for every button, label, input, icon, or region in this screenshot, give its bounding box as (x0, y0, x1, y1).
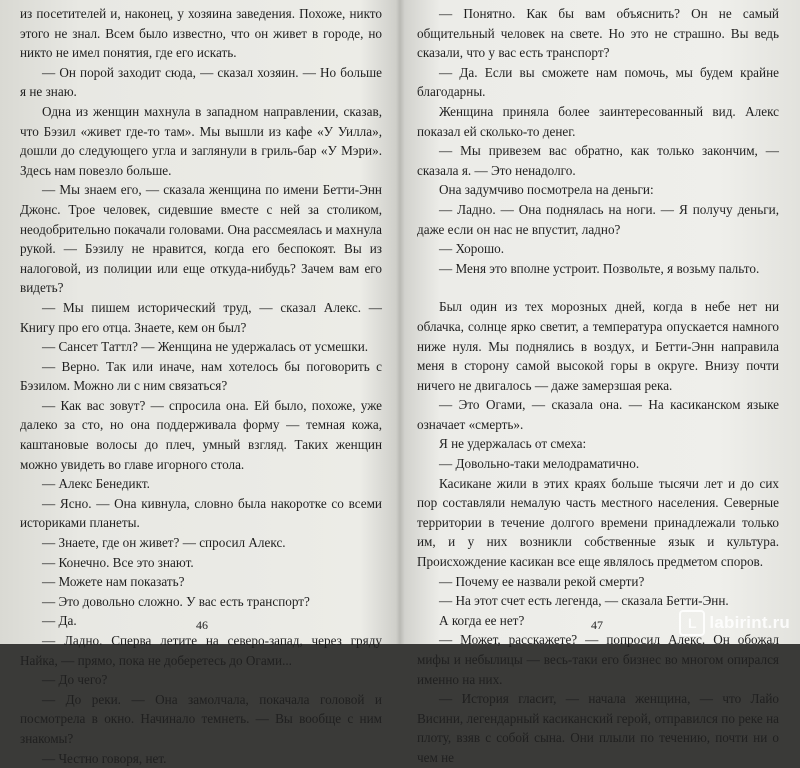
paragraph: — Алекс Бенедикт. (42, 476, 150, 492)
paragraph: — До реки. — Она замолчала, покачала головой и посмотрела в окно. Начинало темнеть. — Вы вообще с ним знакомы? (20, 691, 382, 746)
paragraph: — Это Огами, — сказала она. — На касиканском языке означает «смерть». (417, 397, 779, 432)
paragraph: — Конечно. Все это знают. (42, 554, 194, 570)
paragraph: — Почему ее назвали рекой смерти? (439, 573, 645, 589)
paragraph: — Честно говоря, нет. (42, 750, 167, 766)
paragraph: — Это довольно сложно. У вас есть транспорт? (42, 593, 310, 609)
paragraph: — Знаете, где он живет? — спросил Алекс. (42, 535, 286, 551)
paragraph: Был один из тех морозных дней, когда в небе нет ни облачка, солнце ярко светит, а температура опускается намного ниже нуля. Мы поднялись в воздух, и Бетти-Энн направила меня в сторону самой высокой горы в округе. Внизу почти ничего не двигалось — даже замерзшая река. (417, 299, 779, 393)
paragraph: Касикане жили в этих краях больше тысячи лет и до сих пор составляли немалую часть местного населения. Северные территории в течение долгого времени принадлежали только им, и у них возникли собственные язык и культура. Происхождение касикан все еще являлось предметом споров. (417, 475, 779, 570)
paragraph: — Хорошо. (439, 241, 505, 257)
labirint-watermark (679, 610, 790, 636)
paragraph: — Он порой заходит сюда, — сказал хозяин. — Но больше я не знаю. (20, 64, 382, 100)
paragraph: — Понятно. Как бы вам объяснить? Он не самый общительный человек на свете. Но это не страшно. Вы ведь сказали, что у вас есть транспорт? (417, 6, 779, 61)
page-number-left: 46 (196, 618, 208, 633)
page-number-right: 47 (591, 618, 603, 633)
paragraph: — Верно. Так или иначе, нам хотелось бы поговорить с Бэзилом. Можно ли с ним связаться? (20, 358, 382, 394)
left-page-body (20, 4, 382, 768)
paragraph: — До чего? (42, 672, 108, 688)
paragraph: — Ясно. — Она кивнула, словно была накоротке со всеми историками планеты. (20, 495, 382, 531)
paragraph: — Мы привезем вас обратно, как только закончим, — сказала я. — Это ненадолго. (417, 143, 779, 178)
paragraph: Я не удержалась от смеха: (439, 436, 587, 452)
right-page-body (417, 4, 779, 768)
paragraph: — Довольно-таки мелодраматично. (439, 456, 640, 472)
paragraph: — Ладно. Сперва летите на северо-запад, через гряду Найка, — прямо, пока не доберетесь до Огами... (20, 633, 382, 668)
paragraph: — Да. (42, 613, 77, 629)
paragraph: — Да. Если вы сможете нам помочь, мы будем крайне благодарны. (417, 64, 779, 100)
paragraph: — Может, расскажете? — попросил Алекс. Он обожал мифы и небылицы — весь-таки его бизнес во многом опирался именно на них. (417, 632, 779, 687)
paragraph: — Ладно. — Она поднялась на ноги. — Я получу деньги, даже если он нас не впустит, ладно? (417, 201, 779, 237)
paragraph: — Сансет Таттл? — Женщина не удержалась от усмешки. (42, 339, 369, 355)
paragraph: — На этот счет есть легенда, — сказала Бетти-Энн. (439, 593, 729, 609)
paragraph: Она задумчиво посмотрела на деньги: (439, 182, 654, 198)
left-page (20, 4, 382, 766)
paragraph: из посетителей и, наконец, у хозяина заведения. Похоже, никто этого не знал. Всем было известно, что он живет в городе, но никто не имел понятия, где его искать. (20, 6, 382, 61)
labirint-logo-icon: L (679, 610, 705, 636)
paragraph: Одна из женщин махнула в западном направлении, сказав, что Бэзил «живет где-то там». Мы вышли из кафе «У Уилла», дошли до следующего угла и заглянули в гриль-бар «У Мэри». Здесь нам повезло больше. (20, 103, 382, 178)
paragraph: — История гласит, — начала женщина, — что Лайо Висини, легендарный касиканский герой, отправился по реке на плоту, взяв с собой сына. Они плыли по течению, почти ни о чем не (417, 691, 779, 765)
paragraph: — Как вас зовут? — спросила она. Ей было, похоже, уже далеко за сто, но она поддерживала форму — темная кожа, каштановые волосы до плеч, умный взгляд. Таких женщин можно увидеть во главе игорного стола. (20, 397, 382, 472)
paragraph: — Меня это вполне устроит. Позвольте, я возьму пальто. (439, 260, 760, 276)
paragraph: А когда ее нет? (439, 612, 525, 628)
paragraph: — Можете нам показать? (42, 574, 185, 590)
paragraph: Женщина приняла более заинтересованный вид. Алекс показал ей сколько-то денег. (417, 103, 779, 139)
right-page (417, 4, 779, 765)
paragraph: — Мы знаем его, — сказала женщина по имени Бетти-Энн Джонс. Трое человек, сидевшие вместе с ней за столиком, неодобрительно покачали головами. Она рассмеялась и махнула рукой. — Бэзилу не нравится, когда его беспокоят. Вы из налоговой, из полиции или еще откуда-нибудь? Зачем вам его видеть? (20, 182, 382, 296)
watermark-text: labirint.ru (709, 613, 790, 632)
paragraph: — Мы пишем исторический труд, — сказал Алекс. — Книгу про его отца. Знаете, кем он был? (20, 299, 382, 335)
